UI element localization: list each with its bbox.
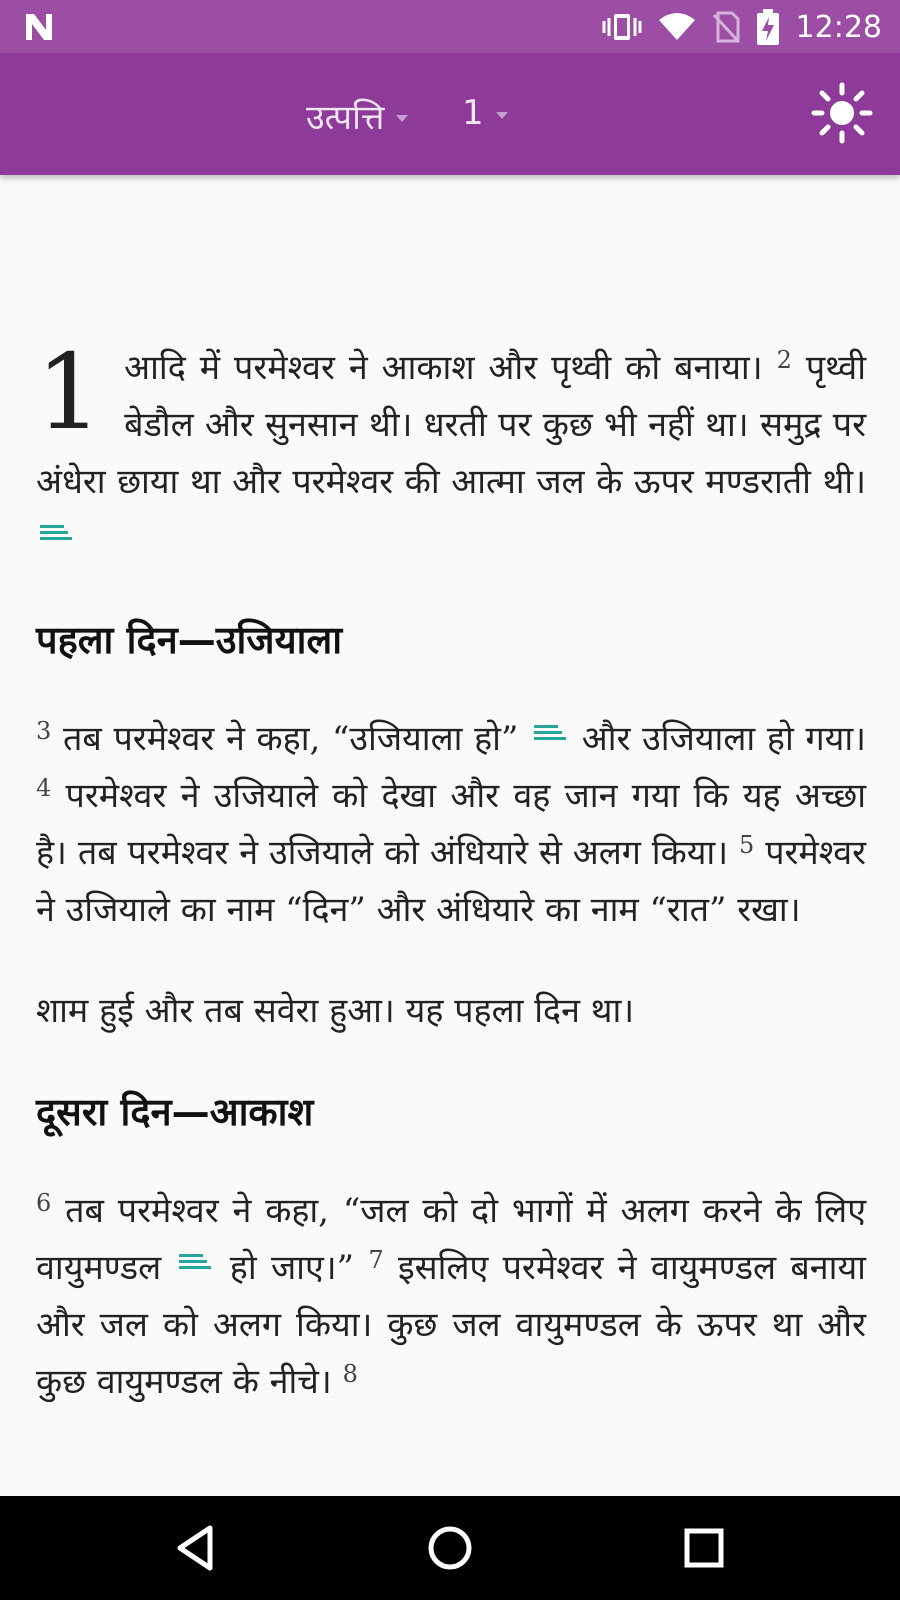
book-label: उत्पत्ति xyxy=(306,98,385,138)
verse-number: 3 xyxy=(36,717,52,745)
footnote-icon[interactable] xyxy=(40,523,72,543)
battery-charging-icon xyxy=(756,9,780,45)
verse-number: 2 xyxy=(776,346,792,374)
paragraph-1 xyxy=(36,331,867,568)
clock: 12:28 xyxy=(795,9,882,45)
verse-number: 7 xyxy=(368,1246,384,1274)
verse-4-text: परमेश्वर ने उजियाले को देखा और वह जान गया कि यह अच्छा है। तब परमेश्वर ने उजियाले को अंधियारे से अलग किया। xyxy=(36,776,866,873)
verse-number: 6 xyxy=(36,1189,52,1217)
verse-7-text: इसलिए परमेश्वर ने वायुमण्डल बनाया और जल को अलग किया। कुछ जल वायुमण्डल के ऊपर था और कुछ वायुमण्डल के नीचे। xyxy=(36,1248,866,1402)
verse-number: 4 xyxy=(36,774,52,802)
verse-6-text-cont: हो जाए।” xyxy=(229,1248,355,1288)
chapter-dropdown-icon xyxy=(496,112,508,119)
chapter-label: 1 xyxy=(462,93,484,133)
status-icons xyxy=(602,6,882,48)
footnote-icon[interactable] xyxy=(179,1252,211,1272)
section-heading: दूसरा दिन—आकाश xyxy=(36,1090,314,1134)
wifi-icon xyxy=(658,12,696,42)
verse-3-text-cont: और उजियाला हो गया। xyxy=(581,719,867,759)
verse-number: 5 xyxy=(739,831,755,859)
paragraph-4 xyxy=(36,1183,866,1411)
section-heading: पहला दिन—उजियाला xyxy=(36,618,343,662)
chapter-selector[interactable] xyxy=(462,93,508,133)
notification-n-icon xyxy=(22,10,56,44)
verse-5-text: परमेश्वर ने उजियाले का नाम “दिन” और अंधियारे का नाम “रात” रखा। xyxy=(36,833,867,930)
recents-icon[interactable] xyxy=(674,1518,734,1578)
paragraph-2 xyxy=(36,711,866,939)
brightness-sun-icon[interactable] xyxy=(810,81,874,145)
vibrate-icon xyxy=(602,12,642,42)
verse-2-text: पृथ्वी बेडौल और सुनसान थी। धरती पर कुछ भी नहीं था। समुद्र पर अंधेरा छाया था और परमेश्वर की आत्मा जल के ऊपर मण्डराती थी। xyxy=(36,348,867,502)
book-selector[interactable] xyxy=(306,93,408,139)
no-sim-icon xyxy=(712,11,740,43)
status-bar xyxy=(0,0,900,53)
back-icon[interactable] xyxy=(166,1518,226,1578)
footnote-icon[interactable] xyxy=(534,723,566,743)
verse-6-text: तब परमेश्वर ने कहा, “जल को दो भागों में अलग करने के लिए वायुमण्डल xyxy=(36,1191,867,1288)
paragraph-3: शाम हुई और तब सवेरा हुआ। यह पहला दिन था। xyxy=(36,991,635,1031)
home-icon[interactable] xyxy=(420,1518,480,1578)
app-bar xyxy=(0,53,900,175)
verse-1-text: आदि में परमेश्वर ने आकाश और पृथ्वी को बनाया। xyxy=(124,348,763,388)
navigation-bar xyxy=(0,1496,900,1600)
chapter-number: 1 xyxy=(36,331,103,453)
book-dropdown-icon xyxy=(396,115,408,122)
verse-number: 8 xyxy=(342,1360,358,1388)
verse-3-text: तब परमेश्वर ने कहा, “उजियाला हो” xyxy=(62,719,519,759)
chapter-content xyxy=(36,331,867,1411)
